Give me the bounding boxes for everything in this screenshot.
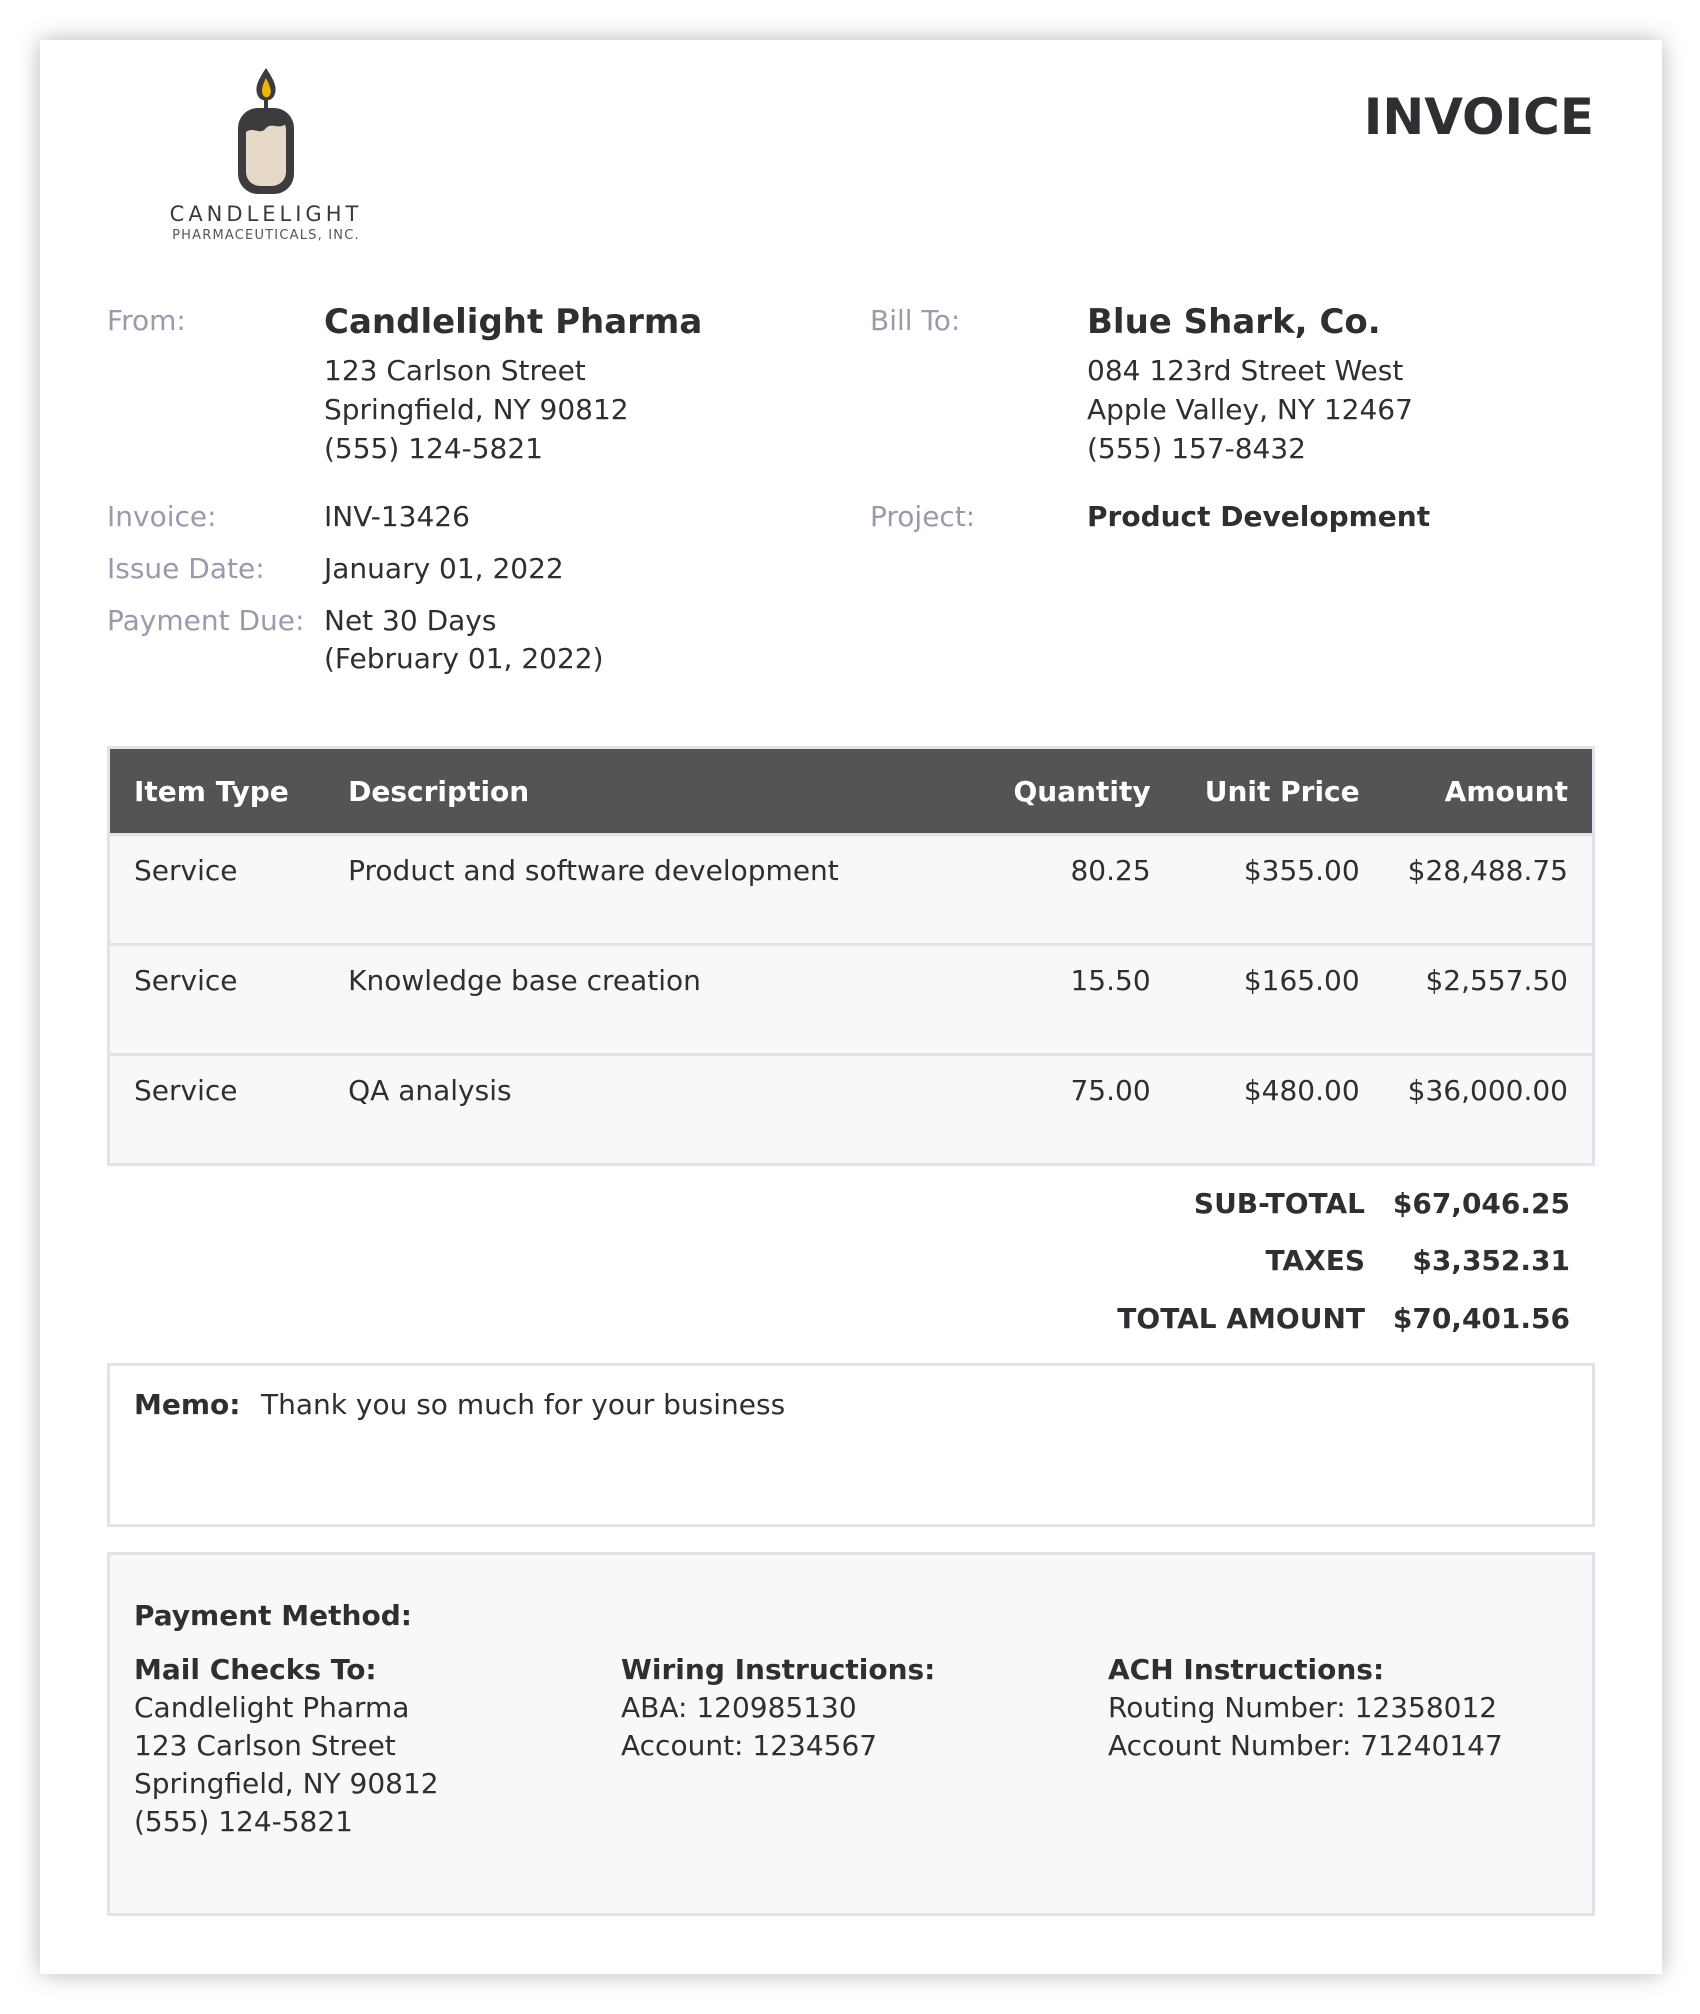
- cell-unit-price: $355.00: [1175, 835, 1384, 945]
- col-unit-price: Unit Price: [1175, 748, 1384, 835]
- wiring-section: [621, 1651, 935, 1765]
- mail-line-2: 123 Carlson Street: [134, 1729, 396, 1762]
- logo-company-subtitle: PHARMACEUTICALS, INC.: [172, 228, 360, 243]
- issue-date: January 01, 2022: [324, 552, 564, 585]
- from-address-2: Springfield, NY 90812: [324, 393, 629, 426]
- ach-section: [1108, 1651, 1503, 1765]
- ach-routing: Routing Number: 12358012: [1108, 1691, 1498, 1724]
- bill-to-address-2: Apple Valley, NY 12467: [1087, 393, 1413, 426]
- issue-date-label: Issue Date:: [107, 552, 265, 585]
- payment-due-label: Payment Due:: [107, 604, 305, 637]
- taxes-label: TAXES: [1265, 1244, 1365, 1277]
- project-label: Project:: [870, 500, 976, 533]
- subtotal-value: $67,046.25: [1392, 1187, 1570, 1220]
- cell-unit-price: $480.00: [1175, 1055, 1384, 1165]
- memo-box: [107, 1363, 1595, 1527]
- table-header-row: [109, 748, 1594, 835]
- cell-description: QA analysis: [324, 1055, 965, 1165]
- mail-checks-section: [134, 1651, 439, 1841]
- cell-description: Knowledge base creation: [324, 945, 965, 1055]
- invoice-title: INVOICE: [1363, 88, 1594, 146]
- from-address-1: 123 Carlson Street: [324, 354, 586, 387]
- mail-line-3: Springfield, NY 90812: [134, 1767, 439, 1800]
- line-items-table: [107, 746, 1595, 1166]
- cell-quantity: 15.50: [965, 945, 1174, 1055]
- col-amount: Amount: [1384, 748, 1594, 835]
- table-row: [109, 1055, 1594, 1165]
- bill-to-name: Blue Shark, Co.: [1087, 302, 1381, 342]
- cell-amount: $36,000.00: [1384, 1055, 1594, 1165]
- wiring-aba: ABA: 120985130: [621, 1691, 857, 1724]
- table-row: [109, 835, 1594, 945]
- cell-item-type: Service: [109, 835, 325, 945]
- wiring-account: Account: 1234567: [621, 1729, 878, 1762]
- mail-line-1: Candlelight Pharma: [134, 1691, 410, 1724]
- bill-to-phone: (555) 157-8432: [1087, 432, 1306, 465]
- col-quantity: Quantity: [965, 748, 1174, 835]
- mail-line-4: (555) 124-5821: [134, 1805, 353, 1838]
- total-amount-value: $70,401.56: [1392, 1302, 1570, 1335]
- cell-item-type: Service: [109, 945, 325, 1055]
- logo-company-name: CANDLELIGHT: [169, 202, 363, 226]
- ach-heading: ACH Instructions:: [1108, 1653, 1385, 1686]
- from-name: Candlelight Pharma: [324, 302, 703, 342]
- total-amount-label: TOTAL AMOUNT: [1117, 1302, 1365, 1335]
- invoice-number: INV-13426: [324, 500, 470, 533]
- payment-method-title: Payment Method:: [134, 1599, 412, 1632]
- ach-account: Account Number: 71240147: [1108, 1729, 1503, 1762]
- bill-to-address-1: 084 123rd Street West: [1087, 354, 1404, 387]
- table-row: [109, 945, 1594, 1055]
- cell-quantity: 75.00: [965, 1055, 1174, 1165]
- cell-description: Product and software development: [324, 835, 965, 945]
- from-phone: (555) 124-5821: [324, 432, 543, 465]
- payment-due-date: (February 01, 2022): [324, 642, 604, 675]
- col-description: Description: [324, 748, 965, 835]
- cell-amount: $28,488.75: [1384, 835, 1594, 945]
- taxes-value: $3,352.31: [1412, 1244, 1570, 1277]
- payment-due: Net 30 Days: [324, 604, 497, 637]
- mail-checks-heading: Mail Checks To:: [134, 1653, 377, 1686]
- cell-amount: $2,557.50: [1384, 945, 1594, 1055]
- payment-method-box: [107, 1552, 1595, 1916]
- project-name: Product Development: [1087, 500, 1431, 533]
- cell-item-type: Service: [109, 1055, 325, 1165]
- invoice-number-label: Invoice:: [107, 500, 217, 533]
- cell-quantity: 80.25: [965, 835, 1174, 945]
- subtotal-label: SUB-TOTAL: [1193, 1187, 1365, 1220]
- memo-text: Thank you so much for your business: [261, 1388, 786, 1421]
- cell-unit-price: $165.00: [1175, 945, 1384, 1055]
- wiring-heading: Wiring Instructions:: [621, 1653, 936, 1686]
- bill-to-label: Bill To:: [870, 304, 961, 337]
- memo-label: Memo:: [134, 1388, 241, 1421]
- from-label: From:: [107, 304, 186, 337]
- col-item-type: Item Type: [109, 748, 325, 835]
